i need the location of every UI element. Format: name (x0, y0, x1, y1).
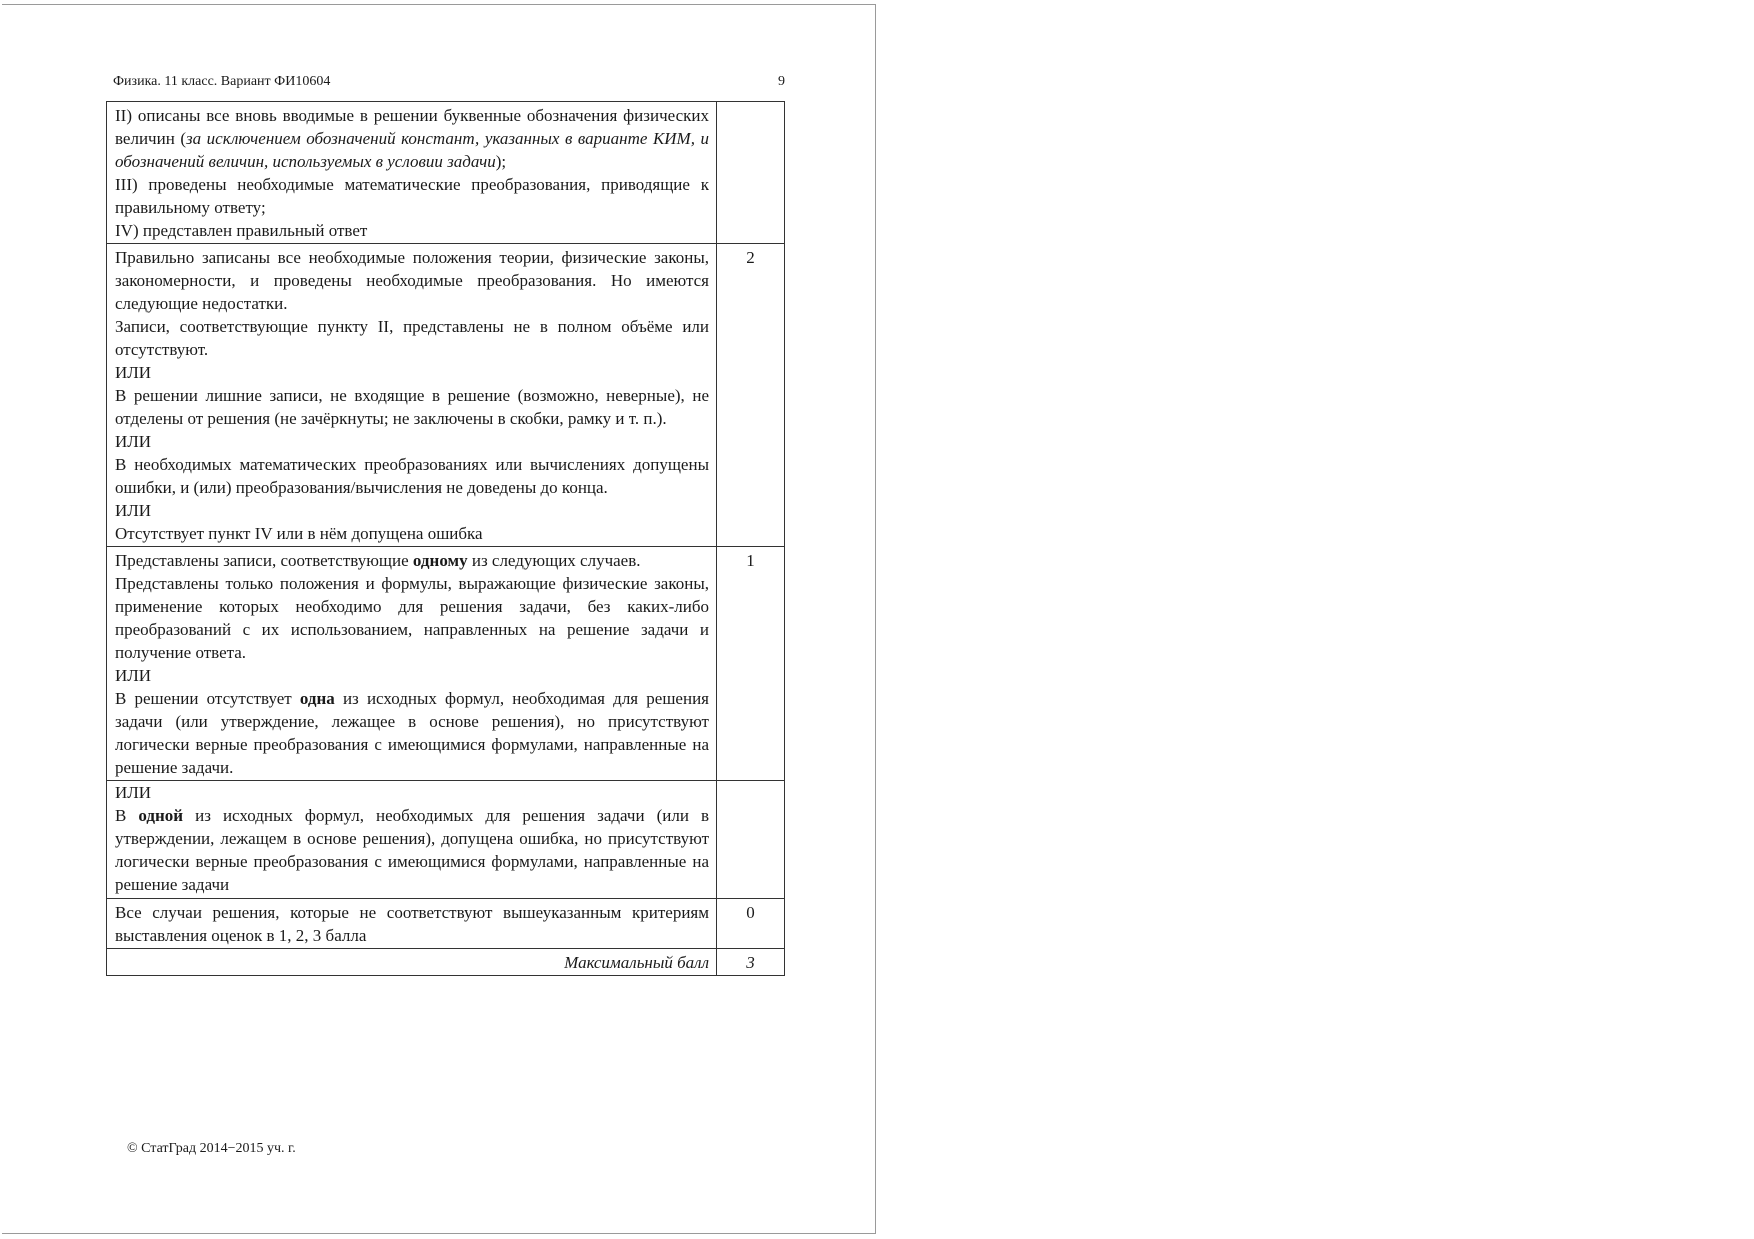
text-run: одному (412, 551, 468, 570)
text-run: Все случаи решения, которые не соответствуют вышеуказанным критериям выставления оценок в 1, 2, 3 балла (115, 903, 709, 945)
score-cell: 1 (717, 547, 785, 781)
criteria-paragraph (115, 246, 709, 315)
text-run: одна (299, 689, 335, 708)
score-cell: 0 (717, 899, 785, 949)
criteria-paragraph (115, 901, 709, 947)
text-run: II) описаны все вновь вводимые в решении буквенные обозначения физических величин ( (115, 106, 709, 148)
criteria-paragraph (115, 315, 709, 361)
criteria-paragraph (115, 499, 709, 522)
criteria-row (107, 899, 785, 949)
criteria-paragraph (115, 687, 709, 779)
criteria-row (107, 547, 785, 781)
criteria-table (106, 101, 785, 976)
text-run: В (115, 806, 139, 825)
criteria-text-cell (107, 547, 717, 781)
text-run: Представлены записи, соответствующие (115, 551, 413, 570)
criteria-paragraph (115, 572, 709, 664)
criteria-paragraph (115, 104, 709, 173)
text-run: ИЛИ (115, 363, 152, 382)
criteria-paragraph (115, 361, 709, 384)
text-run: Представлены только положения и формулы, выражающие физические законы, применение которых необходимо для решения задачи, без каких-либо преобразований с их использованием, направленных на решение задачи и получение ответа. (115, 574, 709, 662)
text-run: III) проведены необходимые математические преобразования, приводящие к правильному ответу; (115, 175, 709, 217)
text-run: IV) представлен правильный ответ (115, 221, 368, 240)
text-run: В решении отсутствует (115, 689, 300, 708)
criteria-paragraph (115, 522, 709, 545)
criteria-paragraph (115, 804, 709, 896)
text-run: за исключением обозначений констант, указанных в варианте КИМ, и обозначений величин, используемых в условии задачи (115, 129, 709, 171)
criteria-paragraph (115, 173, 709, 219)
criteria-text-cell (107, 102, 717, 244)
text-run: ); (495, 152, 507, 171)
max-score-label: Максимальный балл (107, 949, 717, 976)
criteria-paragraph (115, 430, 709, 453)
criteria-paragraph (115, 384, 709, 430)
text-run: из исходных формул, необходимых для решения задачи (или в утверждении, лежащем в основе решения), допущена ошибка, но присутствуют логически верные преобразования с имеющимися формулами, направленные на решение задачи (115, 806, 709, 894)
criteria-paragraph (115, 549, 709, 572)
header-title: Физика. 11 класс. Вариант ФИ10604 (113, 74, 331, 89)
page-header (113, 71, 785, 93)
text-run: из следующих случаев. (467, 551, 641, 570)
text-run: В необходимых математических преобразованиях или вычислениях допущены ошибки, и (или) преобразования/вычисления не доведены до конца. (115, 455, 709, 497)
total-row (107, 949, 785, 976)
criteria-paragraph (115, 219, 709, 242)
text-run: из исходных формул, необходимая для решения задачи (или утверждение, лежащее в основе решения), но присутствуют логически верные преобразования с имеющимися формулами, направленные на решение задачи. (115, 689, 709, 777)
criteria-paragraph (115, 664, 709, 687)
score-cell (717, 781, 785, 899)
criteria-row (107, 781, 785, 899)
criteria-text-cell (107, 781, 717, 899)
text-run: ИЛИ (115, 432, 152, 451)
criteria-paragraph (115, 453, 709, 499)
max-score-value: 3 (717, 949, 785, 976)
text-run: Записи, соответствующие пункту II, представлены не в полном объёме или отсутствуют. (115, 317, 709, 359)
copyright-footer: © СтатГрад 2014−2015 уч. г. (127, 1141, 296, 1156)
text-run: ИЛИ (115, 666, 152, 685)
text-run: Правильно записаны все необходимые положения теории, физические законы, закономерности, и проведены необходимые преобразования. Но имеются следующие недостатки. (115, 248, 709, 313)
criteria-text-cell (107, 244, 717, 547)
text-run: одной (138, 806, 184, 825)
score-cell (717, 102, 785, 244)
text-run: ИЛИ (115, 501, 152, 520)
text-run: В решении лишние записи, не входящие в решение (возможно, неверные), не отделены от решения (не зачёркнуты; не заключены в скобки, рамку и т. п.). (115, 386, 709, 428)
document-page (2, 4, 876, 1234)
criteria-row (107, 102, 785, 244)
text-run: Отсутствует пункт IV или в нём допущена ошибка (115, 524, 483, 543)
text-run: ИЛИ (115, 783, 152, 802)
score-cell: 2 (717, 244, 785, 547)
criteria-row (107, 244, 785, 547)
criteria-paragraph (115, 781, 709, 804)
criteria-text-cell (107, 899, 717, 949)
page-number: 9 (778, 74, 785, 89)
